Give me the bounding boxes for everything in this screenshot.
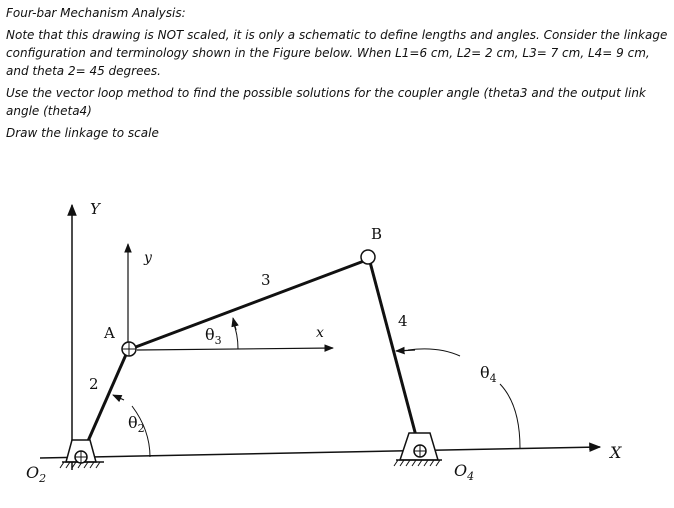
problem-title: Four-bar Mechanism Analysis: — [6, 6, 186, 20]
point-a-label: A — [104, 324, 115, 342]
theta4-arrow — [396, 350, 415, 351]
theta2-label: $\theta_2$ — [128, 413, 145, 435]
ground-pivot-o4 — [394, 433, 442, 466]
link-4-label: 4 — [398, 312, 408, 330]
x-axis-label: X — [610, 443, 622, 462]
problem-note: Note that this drawing is NOT scaled, it is only a schematic to define lengths and angles. Consider the linkage configuration and terminology shown in the Figure below. When L1=6 cm, L2= 2 cm, L3= 7 cm, L4= 9 cm, and theta 2= 45 degrees. — [6, 28, 668, 78]
local-x-axis — [137, 348, 333, 350]
y-axis-label: Y — [90, 200, 100, 218]
x-axis — [40, 447, 600, 458]
problem-instruction: Draw the linkage to scale — [6, 126, 159, 140]
pivot-o2-label: $O_2$ — [26, 463, 47, 485]
link-3-label: 3 — [261, 271, 271, 289]
theta4-arc-upper — [408, 349, 460, 356]
point-b-label: B — [371, 225, 383, 243]
pivot-o4-label: $O_4$ — [454, 461, 475, 483]
joint-a — [122, 342, 136, 356]
local-x-label: x — [316, 325, 324, 341]
local-y-label: y — [144, 250, 152, 266]
link-4 — [370, 262, 420, 451]
link-2-label: 2 — [89, 375, 99, 393]
theta3-label: $\theta_3$ — [205, 325, 222, 347]
theta2-arrow — [113, 395, 124, 400]
theta4-label: $\theta_4$ — [480, 363, 497, 385]
problem-task: Use the vector loop method to find the possible solutions for the coupler angle (theta3 and the output link angle (theta4) — [6, 86, 646, 118]
ground-pivot-o2 — [60, 440, 104, 468]
joint-b — [361, 250, 375, 264]
link-3 — [133, 261, 364, 348]
theta4-arc — [500, 384, 520, 448]
